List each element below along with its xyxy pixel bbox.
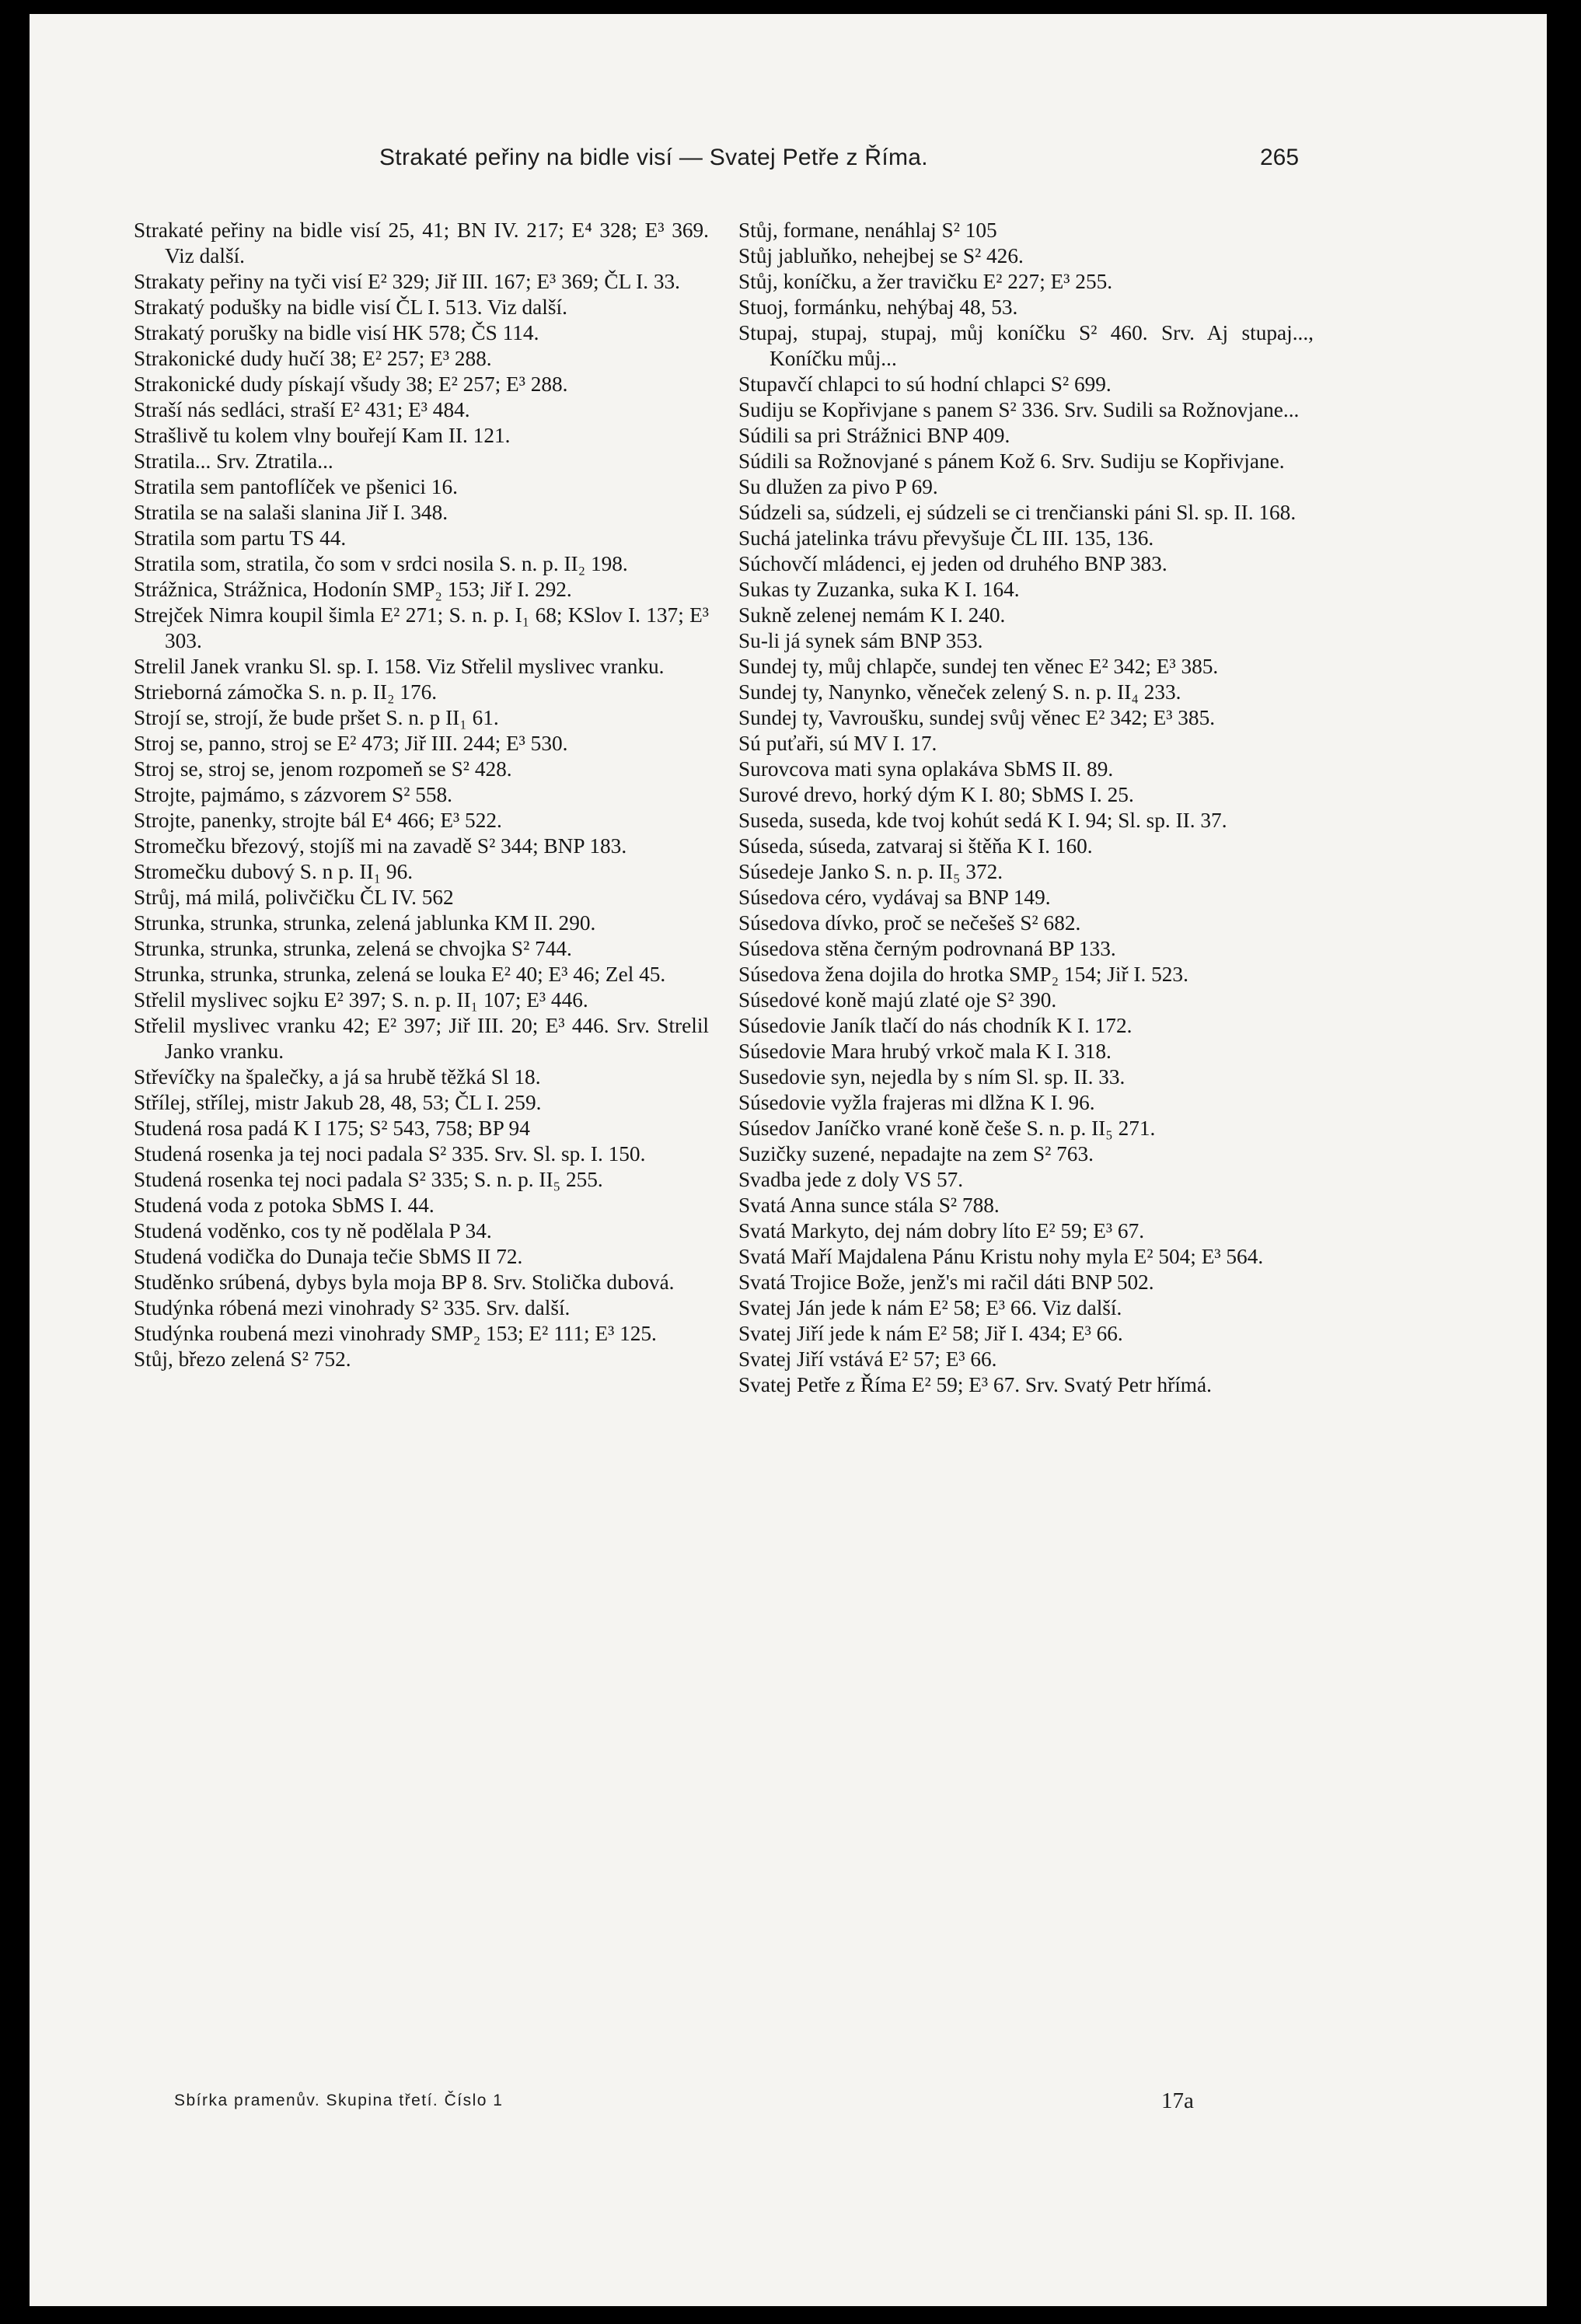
index-entry: Suseda, suseda, kde tvoj kohút sedá K I. 94; Sl. sp. II. 37. <box>738 809 1227 832</box>
index-entry: Studýnka roubená mezi vinohrady SMP₂ 153; E² 111; E³ 125. <box>134 1322 657 1345</box>
footer-signature: Sbírka pramenův. Skupina třetí. Číslo 1 <box>174 2092 504 2109</box>
index-entry: Súsedovie vyžla frajeras mi dlžna K I. 96. <box>738 1091 1095 1114</box>
index-entry: Súdzeli sa, súdzeli, ej súdzeli se ci trenčianski páni Sl. sp. II. 168. <box>738 501 1297 524</box>
index-entry: Stratila som, stratila, čo som v srdci nosila S. n. p. II₂ 198. <box>134 552 628 575</box>
index-entry: Surové drevo, horký dým K I. 80; SbMS I. 25. <box>738 783 1134 806</box>
index-entry: Sukas ty Zuzanka, suka K I. 164. <box>738 578 1020 601</box>
index-entry: Suzičky suzené, nepadajte na zem S² 763. <box>738 1142 1094 1165</box>
index-entry: Strůj, má milá, polivčičku ČL IV. 562 <box>134 886 454 909</box>
index-entry: Studená rosenka ja tej noci padala S² 335. Srv. Sl. sp. I. 150. <box>134 1142 646 1165</box>
index-entry: Sú puťaři, sú MV I. 17. <box>738 732 937 755</box>
index-entry: Strojí se, strojí, že bude pršet S. n. p II₁ 61. <box>134 706 499 729</box>
index-entry: Sundej ty, Vavroušku, sundej svůj věnec E² 342; E³ 385. <box>738 706 1216 729</box>
index-entry: Stupavčí chlapci to sú hodní chlapci S² 699. <box>738 372 1112 396</box>
index-entry: Studená rosa padá K I 175; S² 543, 758; BP 94 <box>134 1117 530 1140</box>
index-entry: Střílej, střílej, mistr Jakub 28, 48, 53; ČL I. 259. <box>134 1091 542 1114</box>
index-entry: Studená voděnko, cos ty ně podělala P 34. <box>134 1219 492 1242</box>
index-entry: Súsedova stěna černým podrovnaná BP 133. <box>738 937 1116 960</box>
index-entry: Súsedovie Janík tlačí do nás chodník K I. 172. <box>738 1014 1133 1037</box>
index-entry: Súchovčí mládenci, ej jeden od druhého BNP 383. <box>738 552 1167 575</box>
index-entry: Stratila sem pantoflíček ve pšenici 16. <box>134 475 458 498</box>
index-entry: Stupaj, stupaj, stupaj, můj koníčku S² 460. Srv. Aj stupaj..., Koníčku můj... <box>738 321 1314 370</box>
index-entry: Svatej Jiří jede k nám E² 58; Jiř I. 434; E³ 66. <box>738 1322 1123 1345</box>
index-entry: Strojte, pajmámo, s zázvorem S² 558. <box>134 783 452 806</box>
index-entry: Stratila som partu TS 44. <box>134 526 347 550</box>
index-entry: Stůj, březo zelená S² 752. <box>134 1347 351 1371</box>
index-entry: Střelil myslivec sojku E² 397; S. n. p. II₁ 107; E³ 446. <box>134 988 588 1012</box>
index-entry: Strojte, panenky, strojte bál E⁴ 466; E³ 522. <box>134 809 502 832</box>
index-entry: Svatá Maří Majdalena Pánu Kristu nohy myla E² 504; E³ 564. <box>738 1245 1264 1268</box>
index-entry: Svatá Trojice Bože, jenž's mi račil dáti BNP 502. <box>738 1270 1154 1294</box>
index-entry: Strakonické dudy hučí 38; E² 257; E³ 288. <box>134 347 492 370</box>
index-entry: Strašlivě tu kolem vlny bouřejí Kam II. 121. <box>134 424 511 447</box>
index-entry: Studěnko srúbená, dybys byla moja BP 8. Srv. Stolička dubová. <box>134 1270 675 1294</box>
index-entry: Svatej Petře z Říma E² 59; E³ 67. Srv. Svatý Petr hřímá. <box>738 1373 1212 1396</box>
index-entry: Strunka, strunka, strunka, zelená jablunka KM II. 290. <box>134 911 596 935</box>
index-entry: Stromečku dubový S. n p. II₁ 96. <box>134 860 414 883</box>
index-entry: Sundej ty, můj chlapče, sundej ten věnec E² 342; E³ 385. <box>738 655 1219 678</box>
right-column <box>738 218 1314 1398</box>
index-entry: Súdili sa Rožnovjané s pánem Kož 6. Srv. Sudiju se Kopřivjane. <box>738 449 1285 473</box>
index-entry: Strelil Janek vranku Sl. sp. I. 158. Viz Střelil myslivec vranku. <box>134 655 665 678</box>
index-entry: Střelil myslivec vranku 42; E² 397; Jiř III. 20; E³ 446. Srv. Strelil Janko vranku. <box>134 1014 709 1063</box>
index-entry: Strakonické dudy pískají všudy 38; E² 257; E³ 288. <box>134 372 568 396</box>
index-entry: Stroj se, panno, stroj se E² 473; Jiř III. 244; E³ 530. <box>134 732 568 755</box>
index-entry: Sundej ty, Nanynko, věneček zelený S. n. p. II₄ 233. <box>738 680 1181 704</box>
index-entry: Su-li já synek sám BNP 353. <box>738 629 983 652</box>
index-entry: Střevíčky na špalečky, a já sa hrubě těžká Sl 18. <box>134 1065 541 1089</box>
index-entry: Strunka, strunka, strunka, zelená se louka E² 40; E³ 46; Zel 45. <box>134 963 666 986</box>
header-title: Strakaté peřiny na bidle visí — Svatej Petře z Říma. <box>379 145 928 170</box>
index-entry: Strážnica, Strážnica, Hodonín SMP₂ 153; Jiř I. 292. <box>134 578 572 601</box>
index-entry: Súsedeje Janko S. n. p. II₅ 372. <box>738 860 1003 883</box>
index-entry: Strakaté peřiny na bidle visí 25, 41; BN IV. 217; E⁴ 328; E³ 369. Viz další. <box>134 218 709 267</box>
index-entry: Svatá Anna sunce stála S² 788. <box>738 1193 1000 1217</box>
running-header <box>30 145 1547 183</box>
index-entry: Súsedova žena dojila do hrotka SMP₂ 154; Jiř I. 523. <box>738 963 1188 986</box>
footer-sheet-mark: 17a <box>1161 2088 1194 2113</box>
index-entry: Straší nás sedláci, straší E² 431; E³ 484. <box>134 398 470 421</box>
index-entry: Súdili sa pri Strážnici BNP 409. <box>738 424 1010 447</box>
index-entry: Strejček Nimra koupil šimla E² 271; S. n. p. I₁ 68; KSlov I. 137; E³ 303. <box>134 603 709 652</box>
index-entry: Studená rosenka tej noci padala S² 335; S. n. p. II₅ 255. <box>134 1168 603 1191</box>
index-entry: Svatej Jiří vstává E² 57; E³ 66. <box>738 1347 997 1371</box>
index-entry: Strakatý porušky na bidle visí HK 578; ČS 114. <box>134 321 539 344</box>
index-entry: Svatá Markyto, dej nám dobry líto E² 59; E³ 67. <box>738 1219 1145 1242</box>
index-entry: Suchá jatelinka trávu převyšuje ČL III. 135, 136. <box>738 526 1154 550</box>
index-entry: Svadba jede z doly VS 57. <box>738 1168 964 1191</box>
index-entry: Studená voda z potoka SbMS I. 44. <box>134 1193 435 1217</box>
index-entry: Su dlužen za pivo P 69. <box>738 475 938 498</box>
index-entry: Súsedova dívko, proč se nečešeš S² 682. <box>738 911 1081 935</box>
index-entry: Stroj se, stroj se, jenom rozpomeň se S² 428. <box>134 757 512 781</box>
index-entry: Súseda, súseda, zatvaraj si štěňa K I. 160. <box>738 834 1093 858</box>
index-entry: Stratila... Srv. Ztratila... <box>134 449 333 473</box>
index-entry: Strunka, strunka, strunka, zelená se chvojka S² 744. <box>134 937 572 960</box>
index-entry: Súsedovie Mara hrubý vrkoč mala K I. 318. <box>738 1040 1112 1063</box>
index-entry: Súsedova céro, vydávaj sa BNP 149. <box>738 886 1051 909</box>
left-column <box>134 218 709 1372</box>
index-entry: Studýnka róbená mezi vinohrady S² 335. Srv. další. <box>134 1296 571 1319</box>
index-entry: Sudiju se Kopřivjane s panem S² 336. Srv. Sudili sa Rožnovjane... <box>738 398 1300 421</box>
index-entry: Stůj jabluňko, nehejbej se S² 426. <box>738 244 1024 267</box>
index-entry: Strakatý podušky na bidle visí ČL I. 513. Viz další. <box>134 295 567 319</box>
page-footer <box>30 2088 1547 2123</box>
index-entry: Strakaty peřiny na tyči visí E² 329; Jiř III. 167; E³ 369; ČL I. 33. <box>134 270 680 293</box>
index-entry: Stuoj, formánku, nehýbaj 48, 53. <box>738 295 1018 319</box>
index-entry: Stratila se na salaši slanina Jiř I. 348. <box>134 501 448 524</box>
document-page <box>30 14 1547 2306</box>
index-entry: Susedovie syn, nejedla by s ním Sl. sp. II. 33. <box>738 1065 1126 1089</box>
index-entry: Súsedov Janíčko vrané koně češe S. n. p. II₅ 271. <box>738 1117 1156 1140</box>
index-entry: Svatej Ján jede k nám E² 58; E³ 66. Viz další. <box>738 1296 1122 1319</box>
index-entry: Surovcova mati syna oplakáva SbMS II. 89. <box>738 757 1114 781</box>
index-entry: Strieborná zámočka S. n. p. II₂ 176. <box>134 680 438 704</box>
index-entry: Stůj, formane, nenáhlaj S² 105 <box>738 218 997 242</box>
index-entry: Súsedové koně majú zlaté oje S² 390. <box>738 988 1057 1012</box>
index-entry: Stůj, koníčku, a žer travičku E² 227; E³ 255. <box>738 270 1113 293</box>
index-entry: Studená vodička do Dunaja tečie SbMS II 72. <box>134 1245 523 1268</box>
index-entry: Sukně zelenej nemám K I. 240. <box>738 603 1006 627</box>
index-entry: Stromečku březový, stojíš mi na zavadě S² 344; BNP 183. <box>134 834 627 858</box>
page-number: 265 <box>1260 145 1300 170</box>
